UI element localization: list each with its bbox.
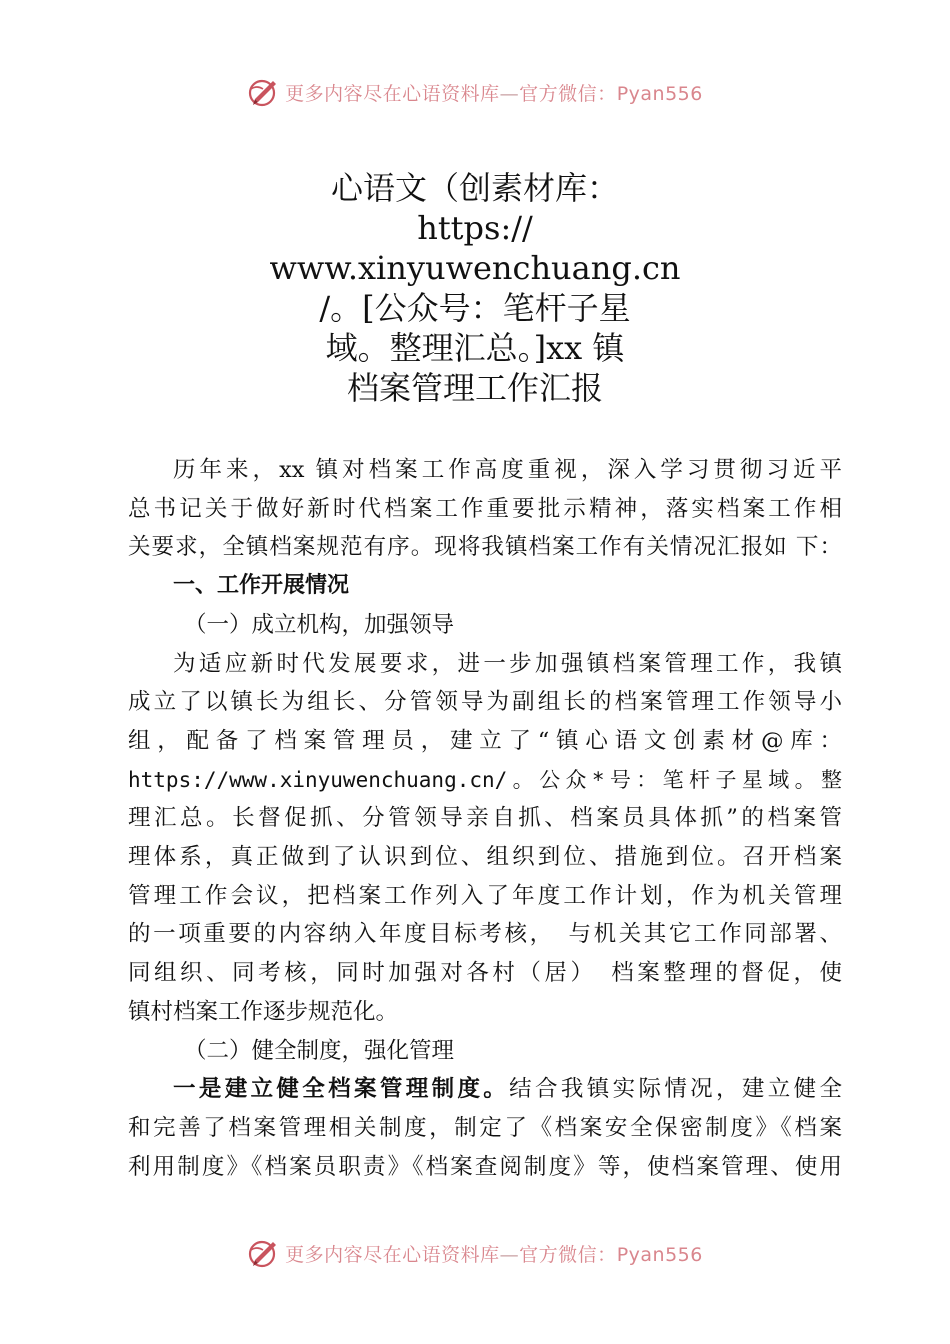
title-line: 档案管理工作汇报 <box>346 369 603 407</box>
banner-separator: — <box>499 82 520 105</box>
paragraph-text: 结合我镇实际情况，建立健全 <box>509 1076 842 1103</box>
paragraph-line: 理体系，真正做到了认识到位、组织到位、措施到位。召开档案 <box>128 844 842 871</box>
title-line: 心语文（创素材库： <box>330 169 619 207</box>
subsection-heading: （一）成立机构，加强领导 <box>184 611 455 638</box>
paragraph-line: 理汇总。长督促抓、分管领导亲自抓、档案员具体抓”的档案管 <box>128 805 842 832</box>
banner-main-text: 更多内容尽在心语资料库 <box>285 1243 500 1266</box>
title-line: www.xinyuwenchuang.cn <box>269 249 681 287</box>
paragraph-line: 的一项重要的内容纳入年度目标考核， 与机关其它工作同部署、 <box>128 921 842 948</box>
title-line: 域。整理汇总。]xx 镇 <box>325 329 625 367</box>
intro-line: 历年来，xx 镇对档案工作高度重视，深入学习贯彻习近平 <box>173 457 842 483</box>
bold-lead-text: 一是建立健全档案管理制度。 <box>173 1076 510 1103</box>
section-heading: 一、工作开展情况 <box>173 573 350 599</box>
banner-wechat-label: 官方微信： <box>519 82 617 105</box>
header-watermark-banner <box>0 72 950 112</box>
pen-logo-icon <box>247 1236 281 1270</box>
banner-wechat-label: 官方微信： <box>519 1243 617 1266</box>
pen-logo-icon <box>247 75 281 109</box>
intro-line: 总书记关于做好新时代档案工作重要批示精神，落实档案工作相 <box>128 495 842 522</box>
paragraph-line: 利用制度》《档案员职责》《档案查阅制度》等，使档案管理、使用 <box>128 1153 842 1180</box>
banner-wechat-id: Pyan556 <box>616 1243 703 1266</box>
footer-watermark-banner <box>0 1233 950 1273</box>
paragraph-line <box>128 1070 842 1109</box>
paragraph-line: 为适应新时代发展要求，进一步加强镇档案管理工作，我镇 <box>173 650 842 677</box>
document-title <box>230 168 720 408</box>
paragraph-line: 管理工作会议，把档案工作列入了年度工作计划，作为机关管理 <box>128 882 842 909</box>
subsection-heading: （二）健全制度，强化管理 <box>184 1037 455 1064</box>
paragraph-line: 和完善了档案管理相关制度，制定了《档案安全保密制度》《档案 <box>128 1114 842 1141</box>
title-line: https:// <box>417 209 533 247</box>
banner-separator: — <box>499 1243 520 1266</box>
intro-line: 关要求，全镇档案规范有序。现将我镇档案工作有关情况汇报如 下： <box>128 534 842 561</box>
paragraph-line: 镇村档案工作逐步规范化。 <box>128 998 399 1025</box>
banner-wechat-id: Pyan556 <box>616 82 703 105</box>
paragraph-line: 同组织、同考核，同时加强对各村（居） 档案整理的督促，使 <box>128 960 842 987</box>
paragraph-line: 成立了以镇长为组长、分管领导为副组长的档案管理工作领导小 <box>128 689 842 716</box>
banner-main-text: 更多内容尽在心语资料库 <box>285 82 500 105</box>
paragraph-line: https://www.xinyuwenchuang.cn/。公众*号：笔杆子星域。整 <box>128 767 842 792</box>
paragraph-line: 组，配备了档案管理员，建立了“镇心语文创素材@库： <box>128 727 842 754</box>
title-line: /。[公众号：笔杆子星 <box>319 289 631 327</box>
document-body <box>128 451 842 1186</box>
